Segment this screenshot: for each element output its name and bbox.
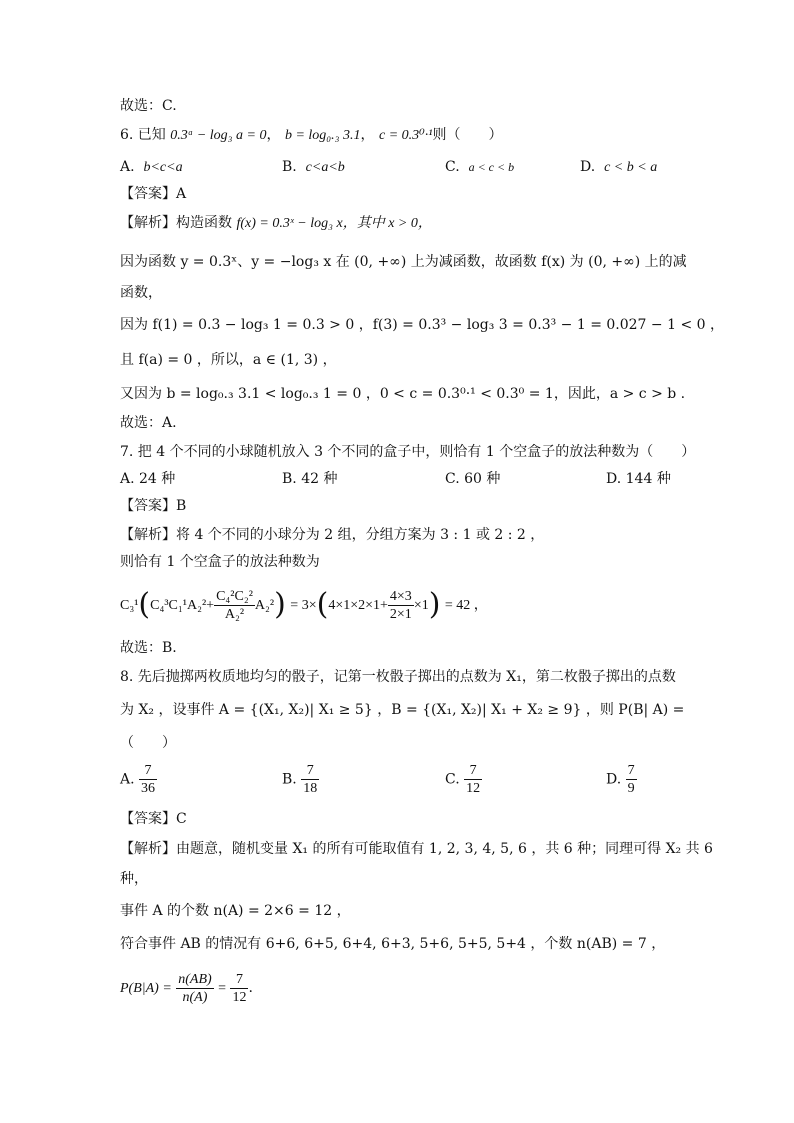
q6-explanation-2: 因为函数 y = 0.3ˣ、y = −log₃ x 在 (0, +∞) 上为减函数，故函数 f(x) 为 (0, +∞) 上的减 [120, 254, 687, 270]
q7-formula-fraction-2: $\frac{4\times 3}{2\times 1}$ [389, 588, 412, 622]
q7-formula-fraction-1: $\frac{\text{C₄²C₂²}}{\text{A₂²}}$ [216, 588, 253, 622]
q6-number: 6. 已知 [120, 127, 166, 143]
q7-option-b: B. 42 种 [282, 471, 338, 487]
q7-option-d: D. 144 种 [606, 471, 671, 487]
q6-solution-end: 故选：A. [120, 415, 177, 431]
question-7: 7. 把 4 个不同的小球随机放入 3 个不同的盒子中，则恰有 1 个空盒子的放法种数为（ ） [120, 444, 696, 460]
q7-solution-end: 故选：B. [120, 640, 177, 656]
question-6 [120, 125, 502, 146]
q6-option-c: C. a < c < b [445, 159, 515, 175]
q6-answer: 【答案】A [120, 186, 187, 202]
q7-explanation-1: 【解析】将 4 个不同的小球分为 2 组，分组方案为 3 : 1 或 2 : 2 ， [120, 527, 545, 543]
q6-expr-c: c = 0.3⁰·¹ [378, 128, 433, 143]
q6-explanation-5: 又因为 b = log₀.₃ 3.1 < log₀.₃ 1 = 0 ，0 < c = 0.3⁰·¹ < 0.3⁰ = 1，因此，a > c > b . [120, 386, 686, 402]
q8-option-c: C. $\frac{7}{12}$ [445, 763, 481, 796]
q6-explanation-4: 且 f(a) = 0 ，所以，a ∈ (1, 3) ， [120, 352, 337, 368]
q6-tail: 则（ ） [432, 127, 503, 143]
q8-formula-fraction-2: $\frac{7}{12}$ [232, 971, 247, 1005]
q6-option-a: A. b<c<a [120, 159, 183, 175]
q8-answer: 【答案】C [120, 811, 187, 827]
q6-expr-a: 0.3ᵃ − log₃ a = 0 [170, 128, 267, 143]
q6-option-d: D. c < b < a [580, 159, 658, 175]
q8-explanation-2: 事件 A 的个数 n(A) = 2×6 = 12 ， [120, 903, 351, 919]
question-8-line-2: 为 X₂ ，设事件 A = {(X₁, X₂)| X₁ ≥ 5} ，B = {(X₁, X₂)| X₁ + X₂ ≥ 9} ，则 P(B| A) = [120, 702, 685, 718]
q7-formula: C₃¹(C₄³C₁¹A₂²+ $\frac{\text{C₄²C₂²}}{\text{A₂²}}$ A₂²) = 3×(4×1×2×1+ $\frac{4\times 3}{2\times 1}$ ×1) = 42 ， [120, 587, 488, 622]
q6-explanation-2b: 函数， [120, 285, 162, 301]
q7-explanation-2: 则恰有 1 个空盒子的放法种数为 [120, 554, 320, 570]
q8-formula: P(B|A) = $\frac{n(AB)}{n(A)}$ = $\frac{7}{12}$ . [120, 971, 253, 1005]
q8-option-d: D. $\frac{7}{9}$ [606, 763, 635, 796]
q6-expr-b: b = log₀.₃ 3.1 [284, 128, 361, 143]
q7-option-a: A. 24 种 [120, 471, 176, 487]
q8-explanation-1b: 种， [120, 871, 148, 887]
q7-option-c: C. 60 种 [445, 471, 501, 487]
q6-explanation-3: 因为 f(1) = 0.3 − log₃ 1 = 0.3 > 0 ，f(3) = 0.3³ − log₃ 3 = 0.3³ − 1 = 0.027 − 1 < 0 ， [120, 317, 724, 333]
q7-answer: 【答案】B [120, 498, 187, 514]
q8-option-b: B. $\frac{7}{18}$ [282, 763, 318, 796]
q6-explanation-1: 【解析】构造函数 f(x) = 0.3ˣ − log₃ x，其中 x > 0， [120, 215, 432, 231]
q8-explanation-3: 符合事件 AB 的情况有 6+6, 6+5, 6+4, 6+3, 5+6, 5+5, 5+4 ，个数 n(AB) = 7 ， [120, 936, 666, 952]
q6-sep1: ， [266, 127, 281, 143]
question-8-line-1: 8. 先后抛掷两枚质地均匀的骰子，记第一枚骰子掷出的点数为 X₁，第二枚骰子掷出的点数 [120, 669, 676, 685]
q8-option-a: A. $\frac{7}{36}$ [120, 763, 156, 796]
q8-formula-fraction-1: $\frac{n(AB)}{n(A)}$ [178, 971, 212, 1005]
q6-option-b: B. c<a<b [282, 159, 345, 175]
q6-sep2: ， [360, 127, 375, 143]
solution-end-c: 故选：C. [120, 98, 177, 114]
question-8-line-3: （ ） [120, 735, 176, 751]
q8-explanation-1: 【解析】由题意，随机变量 X₁ 的所有可能取值有 1, 2, 3, 4, 5, 6 ，共 6 种；同理可得 X₂ 共 6 [120, 841, 713, 857]
